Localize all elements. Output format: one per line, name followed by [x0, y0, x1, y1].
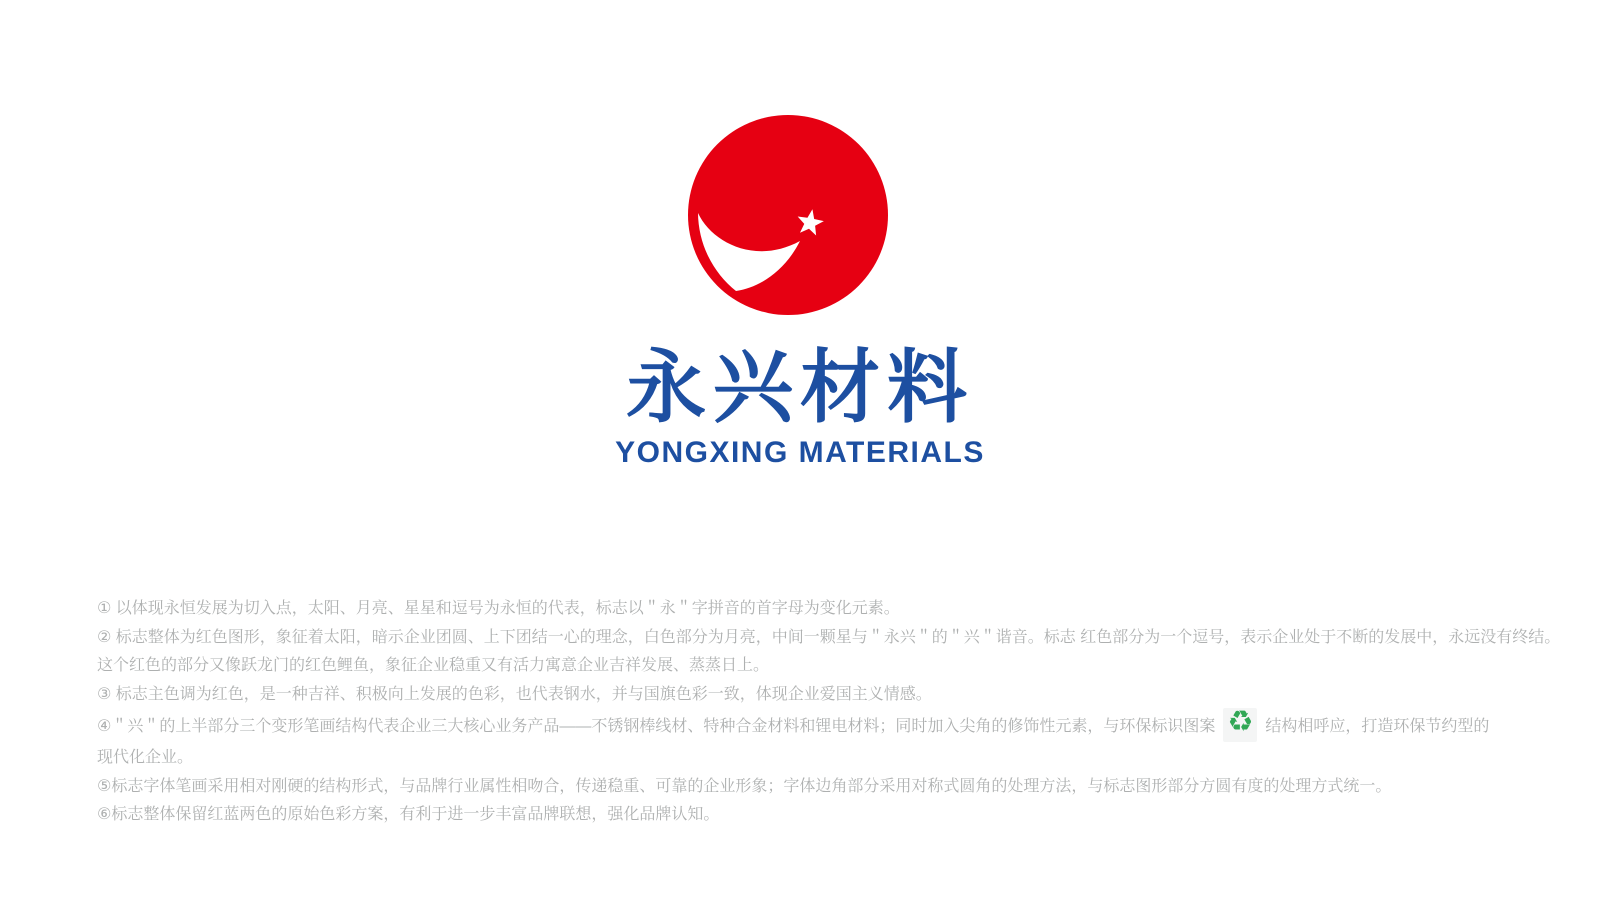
rationale-line-2: ② 标志整体为红色图形，象征着太阳，暗示企业团圆、上下团结一心的理念，白色部分为月亮，中间一颗星与＂永兴＂的＂兴＂谐音。标志 红色部分为一个逗号，表示企业处于不断的发展中，永远没有终结。: [97, 628, 1561, 646]
logo-mark: [688, 115, 888, 315]
rationale-line-3: 这个红色的部分又像跃龙门的红色鲤鱼，象征企业稳重又有活力寓意企业吉祥发展、蒸蒸日上。: [97, 657, 770, 675]
sun-comma-star-icon: [688, 115, 888, 315]
rationale-line-7: ⑤标志字体笔画采用相对刚硬的结构形式，与品牌行业属性相吻合，传递稳重、可靠的企业形象；字体边角部分采用对称式圆角的处理方法，与标志图形部分方圆有度的处理方式统一。: [97, 777, 1392, 795]
rationale-line-4: ③ 标志主色调为红色，是一种吉祥、积极向上发展的色彩，也代表钢水，并与国旗色彩一致，体现企业爱国主义情感。: [97, 686, 932, 704]
rationale-line-1: ① 以体现永恒发展为切入点，太阳、月亮、星星和逗号为永恒的代表，标志以＂永＂字拼音的首字母为变化元素。: [97, 600, 900, 617]
logo-rationale-text: [97, 595, 1561, 830]
rationale-line-6: 现代化企业。: [97, 748, 194, 766]
recycle-icon: ♻: [1223, 708, 1257, 742]
rationale-line-5-before: ④＂兴＂的上半部分三个变形笔画结构代表企业三大核心业务产品——不锈钢棒线材、特种合金材料和锂电材料；同时加入尖角的修饰性元素，与环保标识图案: [97, 718, 1216, 736]
rationale-line-5-after: 结构相呼应，打造环保节约型的: [1265, 718, 1490, 736]
rationale-line-5: [97, 705, 1517, 744]
brand-name-chinese: 永兴材料: [626, 343, 974, 432]
rationale-line-8: ⑥标志整体保留红蓝两色的原始色彩方案，有利于进一步丰富品牌联想，强化品牌认知。: [97, 806, 720, 824]
brand-name-english: YONGXING MATERIALS: [615, 436, 985, 469]
